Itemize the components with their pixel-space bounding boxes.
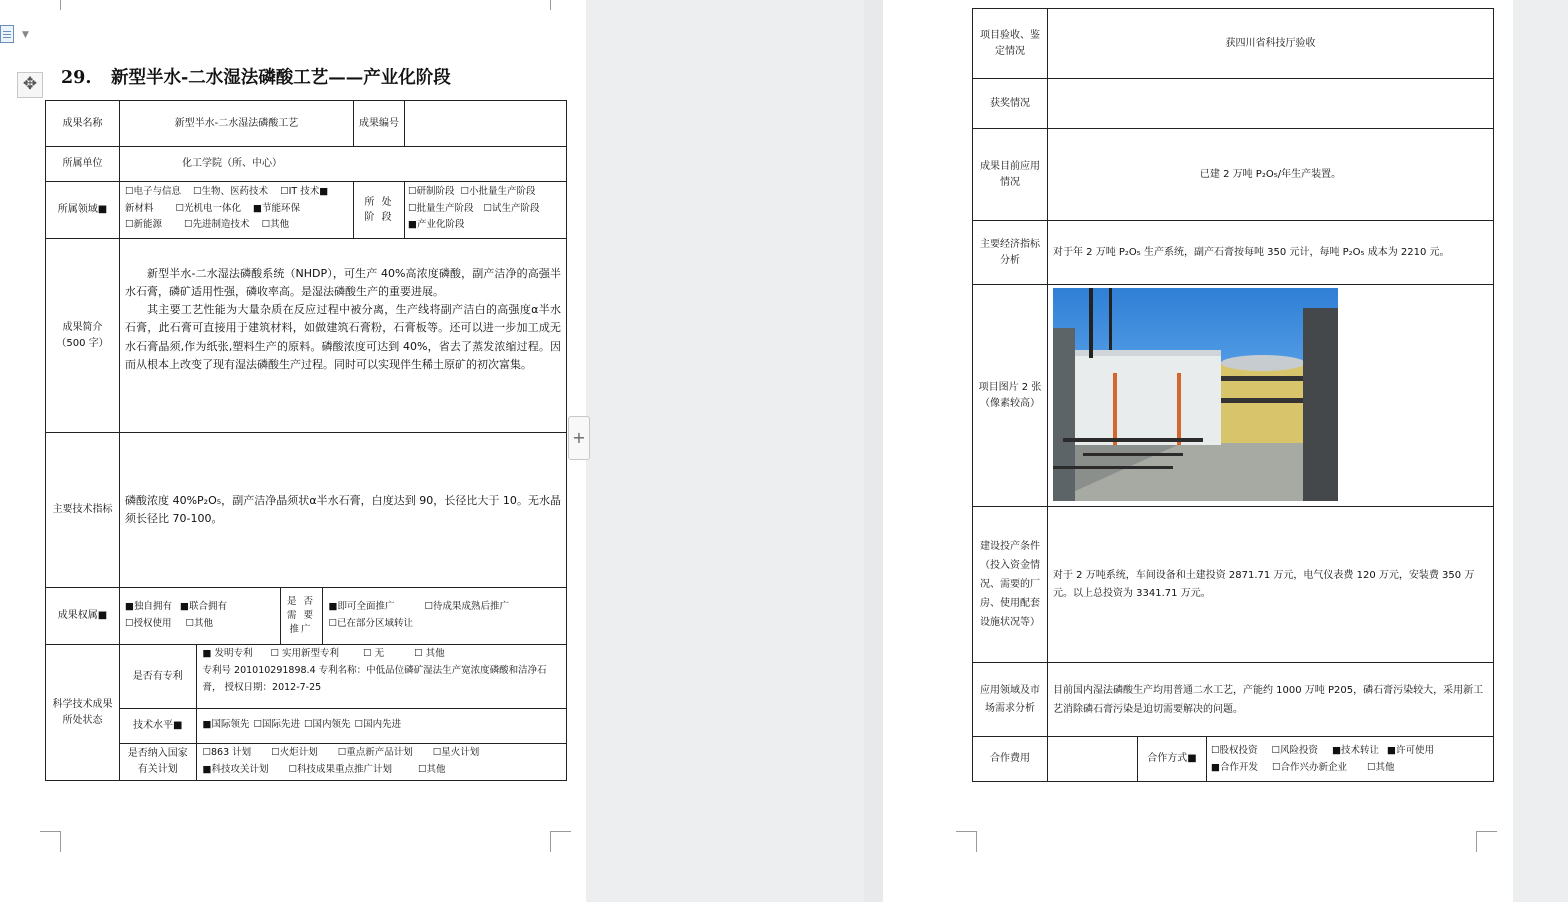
stage-options[interactable] [405,182,567,239]
stage-option[interactable]: ☐小批量生产阶段 [460,186,536,197]
table-move-handle-icon[interactable]: ✥ [17,72,43,98]
field-label: 所属领域■ [46,182,120,239]
level-label: 技术水平■ [120,708,196,743]
ownership-option[interactable]: ☐其他 [185,618,214,629]
ownership-option[interactable]: ☐授权使用 [125,618,172,629]
document-page-left [0,0,586,902]
crop-mark [40,0,61,10]
crop-mark [40,831,61,852]
coop-option[interactable]: ■许可使用 [1387,744,1435,756]
field-options[interactable] [120,182,354,239]
patent-option[interactable]: ☐ 实用新型专利 [270,648,340,660]
econ-label: 主要经济指标分析 [973,221,1048,285]
fee-label: 合作费用 [973,737,1048,782]
crop-mark [550,831,571,852]
plan-option[interactable]: ☐火炬计划 [271,747,318,759]
document-page-right [883,0,1513,902]
stage-label: 所 处 阶 段 [354,182,405,239]
patent-detail: 专利号 201010291898.4 专利名称：中低品位磷矿湿法生产宽浓度磷酸和洁净石膏， 授权日期：2012-7-25 [202,664,547,693]
app-label: 成果目前应用情况 [973,129,1048,221]
level-option[interactable]: ☐国内先进 [354,719,402,731]
code-value[interactable] [405,101,567,147]
intro-value[interactable] [120,239,567,433]
photo-cell [1048,285,1494,507]
crop-mark [1476,831,1497,852]
intro-paragraph: 新型半水-二水湿法磷酸系统（NHDP），可生产 40%高浓度磷酸，副产洁净的高强半水石膏，磷矿适用性强，磷收率高。是湿法磷酸生产的重要进展。 [125,267,561,299]
patent-cell[interactable] [196,645,566,708]
achievement-form-right [972,8,1494,782]
crop-mark [956,831,977,852]
plan-option[interactable]: ☐重点新产品计划 [337,747,413,759]
achievement-form-left [45,100,567,781]
ownership-option[interactable]: ■联合拥有 [179,601,227,613]
intro-paragraph: 其主要工艺性能为大量杂质在反应过程中被分离，生产线将副产洁白的高强度α半水石膏，此石膏可直接用于建筑材料，如做建筑石膏粉，石膏板等。还可以进一步加工成无水石膏晶须,作为纸张,塑料生产的原料。磷酸浓度可达到 40%，省去了蒸发浓缩过程。因而从根本上改变了现有湿法磷酸生产过程。同时可以实现伴生稀土原矿的初次富集。 [125,303,561,371]
coop-label: 合作方式■ [1138,737,1207,782]
plan-option[interactable]: ☐科技成果重点推广计划 [288,763,393,775]
stage-option[interactable]: ☐研制阶段 [408,186,455,197]
coop-option[interactable]: ☐股权投资 [1211,744,1258,756]
plan-option[interactable]: ☐863 计划 [202,747,252,759]
market-label: 应用领域及市场需求分析 [973,663,1048,737]
ownership-promote-cell [120,588,567,645]
plant-photo-graphic [1053,288,1338,501]
unit-value[interactable] [120,147,567,182]
coop-option[interactable]: ■合作开发 [1211,762,1258,773]
patent-label: 是否有专利 [120,645,196,708]
stage-option[interactable]: ■产业化阶段 [408,219,465,231]
field-option[interactable]: ☐新能源 [125,219,163,231]
stage-option[interactable]: ☐试生产阶段 [483,202,540,214]
patent-option[interactable]: ☐ 无 [363,648,385,660]
plan-option[interactable]: ■科技攻关计划 [202,763,269,775]
promote-option[interactable]: ☐已在部分区域转让 [328,618,414,629]
tech-value[interactable]: 磷酸浓度 40%P₂O₅，副产洁净晶须状α半水石膏，白度达到 90，长径比大于 10。无水晶须长径比 70-100。 [120,433,567,588]
level-option[interactable]: ■国际领先 [202,719,250,731]
build-label: 建设投产条件（投入资金情况、需要的厂房、使用配套设施状况等） [973,507,1048,663]
accept-value[interactable]: 获四川省科技厅验收 [1048,9,1494,79]
coop-option[interactable]: ■技术转让 [1332,744,1380,756]
market-value[interactable]: 目前国内湿法磷酸生产均用普通二水工艺，产能约 1000 万吨 P205，磷石膏污染较大，采用新工艺消除磷石膏污染是迫切需要解决的问题。 [1048,663,1494,737]
ownership-label: 成果权属■ [46,588,120,645]
fee-value[interactable] [1048,737,1138,782]
add-row-button[interactable]: + [568,416,590,460]
status-label: 科学技术成果所处状态 [46,645,120,781]
plan-option[interactable]: ☐星火计划 [432,747,480,759]
section-title: 新型半水-二水湿法磷酸工艺——产业化阶段 [111,68,451,88]
field-option[interactable]: ☐电子与信息 [125,186,182,197]
status-cell [120,645,567,781]
accept-label: 项目验收、鉴定情况 [973,9,1048,79]
coop-option[interactable]: ☐合作兴办新企业 [1271,762,1348,773]
tech-label: 主要技术指标 [46,433,120,588]
award-label: 获奖情况 [973,79,1048,129]
section-number: 29. [61,68,92,88]
econ-value[interactable]: 对于年 2 万吨 P₂O₅ 生产系统，副产石膏按每吨 350 元计，每吨 P₂O₅ 成本为 2210 元。 [1048,221,1494,285]
promote-option[interactable]: ☐待成果成熟后推广 [424,601,510,613]
promote-option[interactable]: ■即可全面推广 [328,601,395,613]
coop-options[interactable] [1207,737,1494,782]
section-heading [61,64,451,89]
unit-label: 所属单位 [46,147,120,182]
award-value[interactable] [1048,79,1494,129]
level-option[interactable]: ☐国际先进 [253,719,301,731]
ownership-option[interactable]: ■独自拥有 [125,601,172,613]
unit-text: 化工学院（所、中心） [182,158,282,170]
plan-label: 是否纳入国家有关计划 [120,743,196,780]
field-option[interactable]: ☐其他 [261,219,290,231]
field-option[interactable]: ☐光机电一体化 [175,202,242,214]
level-options[interactable] [196,708,566,743]
photo-label: 项目图片 2 张（像素较高） [973,285,1048,507]
patent-option[interactable]: ■ 发明专利 [202,648,253,660]
field-option[interactable]: ■节能环保 [253,202,301,214]
plan-options[interactable] [196,743,566,780]
page-gap [864,0,883,902]
level-option[interactable]: ☐国内领先 [304,719,351,731]
promote-options[interactable] [322,588,566,644]
code-label: 成果编号 [354,101,405,147]
field-option[interactable]: 新材料 [125,202,154,214]
name-value[interactable]: 新型半水-二水湿法磷酸工艺 [120,101,354,147]
project-photo[interactable] [1053,288,1338,501]
promote-label: 是 否 需 要 推广 [280,588,322,644]
field-option[interactable]: ☐IT 技术■ [280,186,329,197]
coop-option[interactable]: ☐风险投资 [1271,744,1319,756]
dropdown-caret-icon[interactable]: ▼ [22,30,29,40]
build-value[interactable]: 对于 2 万吨系统，车间设备和土建投资 2871.71 万元，电气仪表费 120 万元，安装费 350 万元。以上总投资为 3341.71 万元。 [1048,507,1494,663]
coop-option[interactable]: ☐其他 [1367,762,1395,773]
plan-option[interactable]: ☐其他 [418,763,446,775]
stage-option[interactable]: ☐批量生产阶段 [408,202,474,214]
name-label: 成果名称 [46,101,120,147]
crop-mark [550,0,571,10]
ownership-options[interactable] [120,588,280,644]
document-icon[interactable] [0,25,14,43]
field-option[interactable]: ☐生物、医药技术 [193,186,269,197]
patent-option[interactable]: ☐ 其他 [414,648,445,660]
intro-label: 成果简介（500 字） [46,239,120,433]
app-value[interactable]: 已建 2 万吨 P₂O₅/年生产装置。 [1048,129,1494,221]
field-option[interactable]: ☐先进制造技术 [184,219,250,231]
